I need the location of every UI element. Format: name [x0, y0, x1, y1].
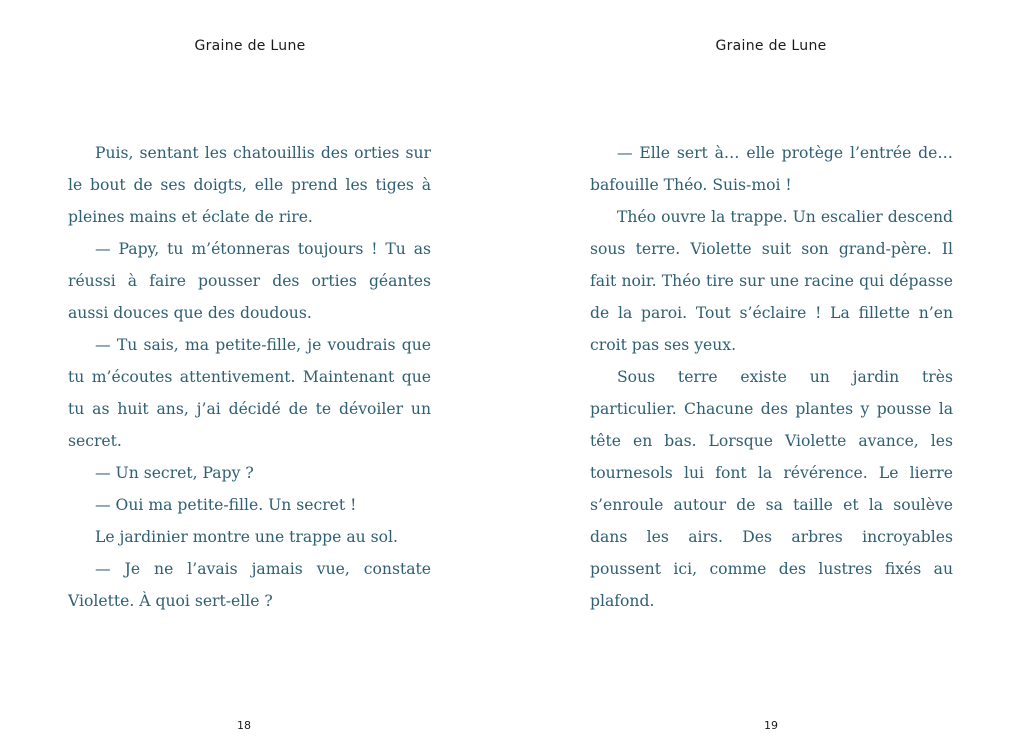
paragraph: Théo ouvre la trappe. Un escalier descend sous terre. Violette suit son grand-père. Il fait noir. Théo tire sur une racine qui dépasse de la paroi. Tout s’éclaire ! La fillette n’en croit pas ses yeux. [590, 208, 953, 354]
page-number-right: 19 [764, 719, 778, 732]
running-head-right: Graine de Lune [715, 38, 827, 54]
left-page-text [68, 137, 431, 617]
paragraph: Puis, sentant les chatouillis des orties sur le bout de ses doigts, elle prend les tiges à pleines mains et éclate de rire. [68, 144, 431, 226]
running-head-left: Graine de Lune [194, 38, 306, 54]
paragraph: Le jardinier montre une trappe au sol. [95, 528, 398, 546]
paragraph: Sous terre existe un jardin très particulier. Chacune des plantes y pousse la tête en bas. Lorsque Violette avance, les tournesols lui font la révérence. Le lierre s’enroule autour de sa taille et la soulève dans les airs. Des arbres incroyables poussent ici, comme des lustres fixés au plafond. [590, 368, 953, 610]
paragraph: — Oui ma petite-fille. Un secret ! [95, 496, 357, 514]
page-number-left: 18 [237, 719, 251, 732]
paragraph: — Un secret, Papy ? [95, 464, 254, 482]
right-page-text [590, 137, 953, 617]
paragraph: — Papy, tu m’étonneras toujours ! Tu as réussi à faire pousser des orties géantes aussi douces que des doudous. [68, 240, 431, 322]
right-page [510, 0, 1020, 756]
paragraph: — Tu sais, ma petite-fille, je voudrais que tu m’écoutes attentivement. Maintenant que tu as huit ans, j’ai décidé de te dévoiler un secret. [68, 336, 431, 450]
paragraph: — Je ne l’avais jamais vue, constate Violette. À quoi sert-elle ? [68, 560, 431, 610]
paragraph: — Elle sert à… elle protège l’entrée de… bafouille Théo. Suis-moi ! [590, 144, 953, 194]
